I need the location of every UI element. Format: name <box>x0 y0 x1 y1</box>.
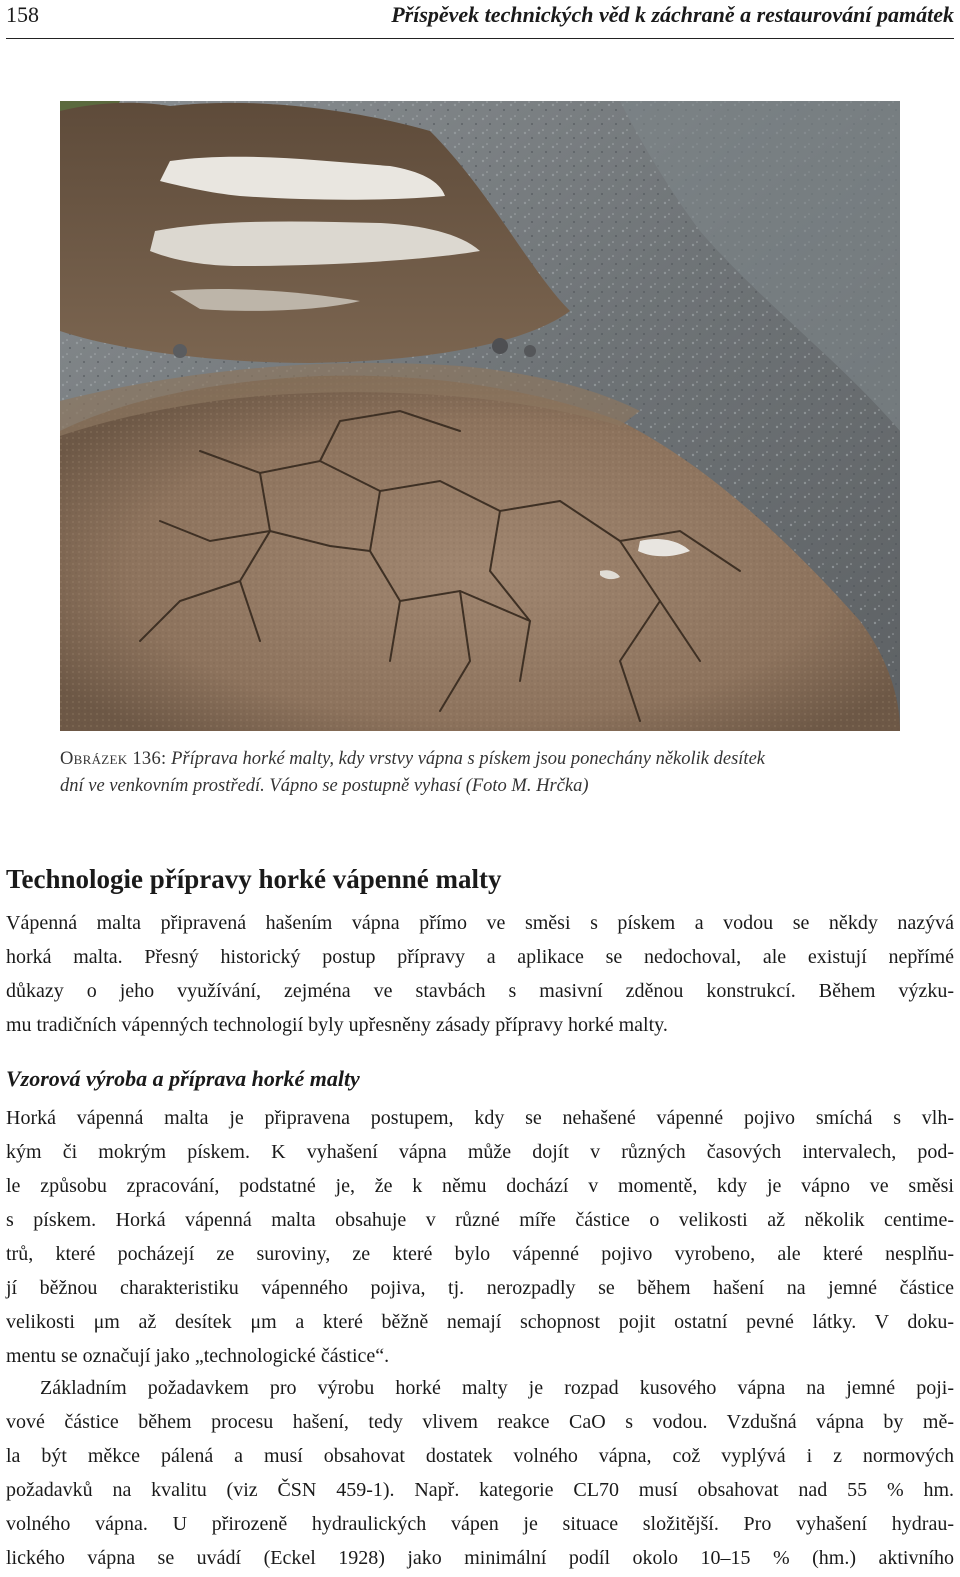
paragraph-line: horká malta. Přesný historický postup přípravy a aplikace se nedochoval, ale existují nepřímé <box>6 946 954 968</box>
subsection-paragraph-2 <box>6 1371 954 1575</box>
subsection-title: Vzorová výroba a příprava horké malty <box>6 1066 360 1091</box>
paragraph-line: s pískem. Horká vápenná malta obsahuje v různé míře částice o velikosti až několik centime- <box>6 1209 954 1231</box>
paragraph-line: vové částice během procesu hašení, tedy vlivem reakce CaO s vodou. Vzdušná vápna by mě- <box>6 1411 954 1433</box>
paragraph-line: la být měkce pálená a musí obsahovat dostatek volného vápna, což vyplývá i z normových <box>6 1445 954 1467</box>
paragraph-line: Základním požadavkem pro výrobu horké malty je rozpad kusového vápna na jemné poji- <box>40 1377 954 1399</box>
paragraph-line: volného vápna. U přirozeně hydraulických vápen je situace složitější. Pro vyhašení hydrau- <box>6 1513 954 1535</box>
paragraph-line: kým či mokrým pískem. K vyhašení vápna může dojít v různých časových intervalech, pod- <box>6 1141 954 1163</box>
figure-caption <box>60 746 905 800</box>
figure-label: Obrázek 136: <box>60 749 167 769</box>
paragraph-line: důkazy o jeho využívání, zejména ve stavbách s masivní zděnou konstrukcí. Během výzku- <box>6 980 954 1002</box>
paragraph-line: lického vápna se uvádí (Eckel 1928) jako minimální podíl okolo 10–15 % (hm.) aktivního <box>6 1547 954 1569</box>
subsection-paragraph-1 <box>6 1101 954 1373</box>
figure-caption-line-2: dní ve venkovním prostředí. Vápno se postupně vyhasí (Foto M. Hrčka) <box>60 776 589 796</box>
page-header <box>6 0 954 39</box>
paragraph-line: velikosti μm až desítek μm a které běžně nemají schopnost pojit ostatní pevné látky. V doku- <box>6 1311 954 1333</box>
figure-photo-hot-mortar-piles <box>60 101 900 731</box>
paragraph-line: mu tradičních vápenných technologií byly upřesněny zásady přípravy horké malty. <box>6 1014 668 1036</box>
section-title: Technologie přípravy horké vápenné malty <box>6 864 502 894</box>
paragraph-line: Vápenná malta připravená hašením vápna přímo ve směsi s pískem a vodou se někdy nazývá <box>6 912 954 934</box>
section-paragraph <box>6 906 954 1042</box>
paragraph-line: mentu se označují jako „technologické částice“. <box>6 1345 390 1367</box>
paragraph-line: Horká vápenná malta je připravena postupem, kdy se nehašené vápenné pojivo smíchá s vlh- <box>6 1107 954 1129</box>
paragraph-line: trů, které pocházejí ze suroviny, ze které bylo vápenné pojivo vyrobeno, ale které nesplňu- <box>6 1243 954 1265</box>
page-number: 158 <box>6 2 39 27</box>
figure-caption-line-1: Příprava horké malty, kdy vrstvy vápna s pískem jsou ponechány několik desítek <box>171 749 765 769</box>
running-head: Příspěvek technických věd k záchraně a restaurování památek <box>391 2 954 27</box>
paragraph-line: požadavků na kvalitu (viz ČSN 459-1). Např. kategorie CL70 musí obsahovat nad 55 % hm. <box>6 1479 954 1501</box>
paragraph-line: le způsobu zpracování, podstatné je, že k němu dochází v momentě, kdy je vápno ve směsi <box>6 1175 954 1197</box>
paragraph-line: jí běžnou charakteristiku vápenného pojiva, tj. nerozpadly se během hašení na jemné částice <box>6 1277 954 1299</box>
